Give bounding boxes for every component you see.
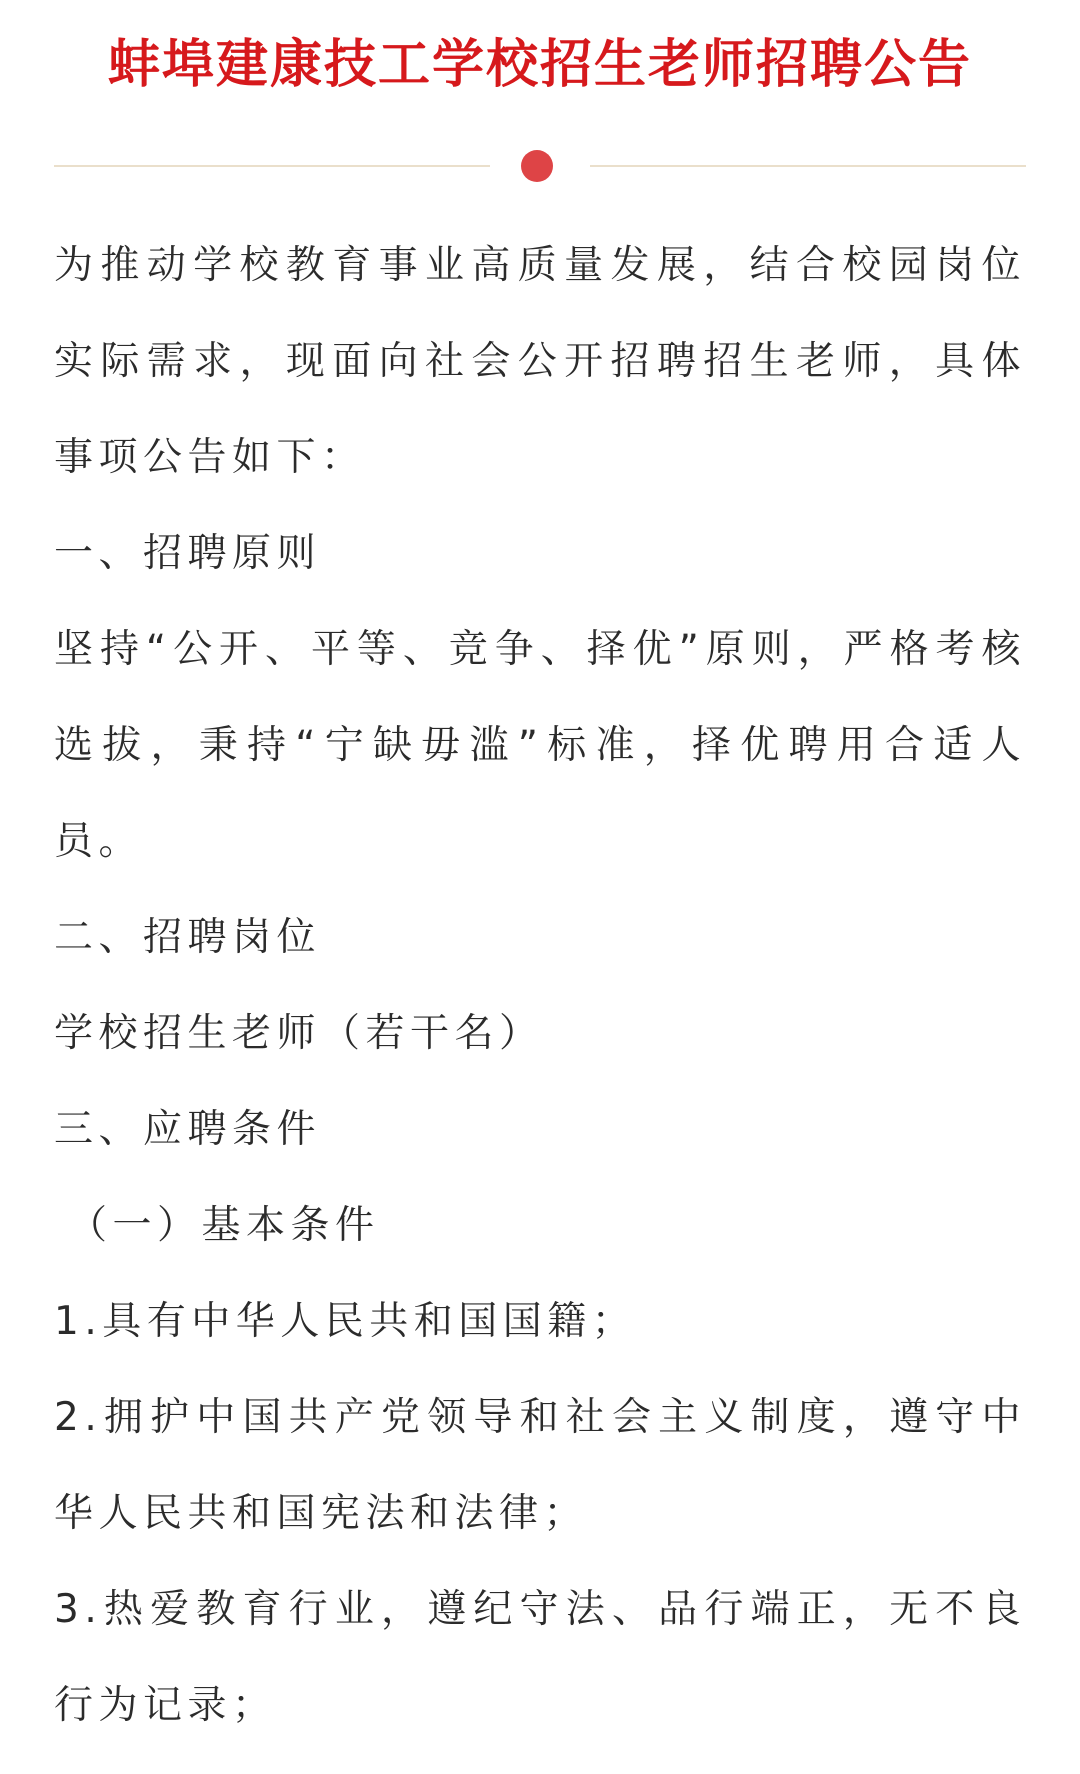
article-body xyxy=(54,218,1026,1754)
section-heading-principles: 一、招聘原则 xyxy=(54,531,322,576)
requirement-item: 2.拥护中国共产党领导和社会主义制度，遵守中华人民共和国宪法和法律； xyxy=(54,1395,1026,1536)
section-heading-requirements: 三、应聘条件 xyxy=(54,1107,322,1152)
positions-paragraph: 学校招生老师（若干名） xyxy=(54,1011,544,1056)
divider-line-right xyxy=(590,165,1026,167)
article-title: 蚌埠建康技工学校招生老师招聘公告 xyxy=(107,35,972,95)
divider-dot-icon xyxy=(521,150,553,182)
subsection-heading-basic: （一）基本条件 xyxy=(68,1203,380,1248)
requirement-item: 3.热爱教育行业，遵纪守法、品行端正，无不良行为记录； xyxy=(54,1587,1026,1728)
requirement-item: 1.具有中华人民共和国国籍； xyxy=(54,1299,637,1344)
intro-paragraph: 为推动学校教育事业高质量发展，结合校园岗位实际需求，现面向社会公开招聘招生老师，具体事项公告如下： xyxy=(54,243,1026,480)
section-heading-positions: 二、招聘岗位 xyxy=(54,915,322,960)
divider-line-left xyxy=(54,165,490,167)
title-divider xyxy=(54,140,1026,190)
principles-paragraph: 坚持“公开、平等、竞争、择优”原则，严格考核选拔，秉持“宁缺毋滥”标准，择优聘用合适人员。 xyxy=(54,627,1026,864)
